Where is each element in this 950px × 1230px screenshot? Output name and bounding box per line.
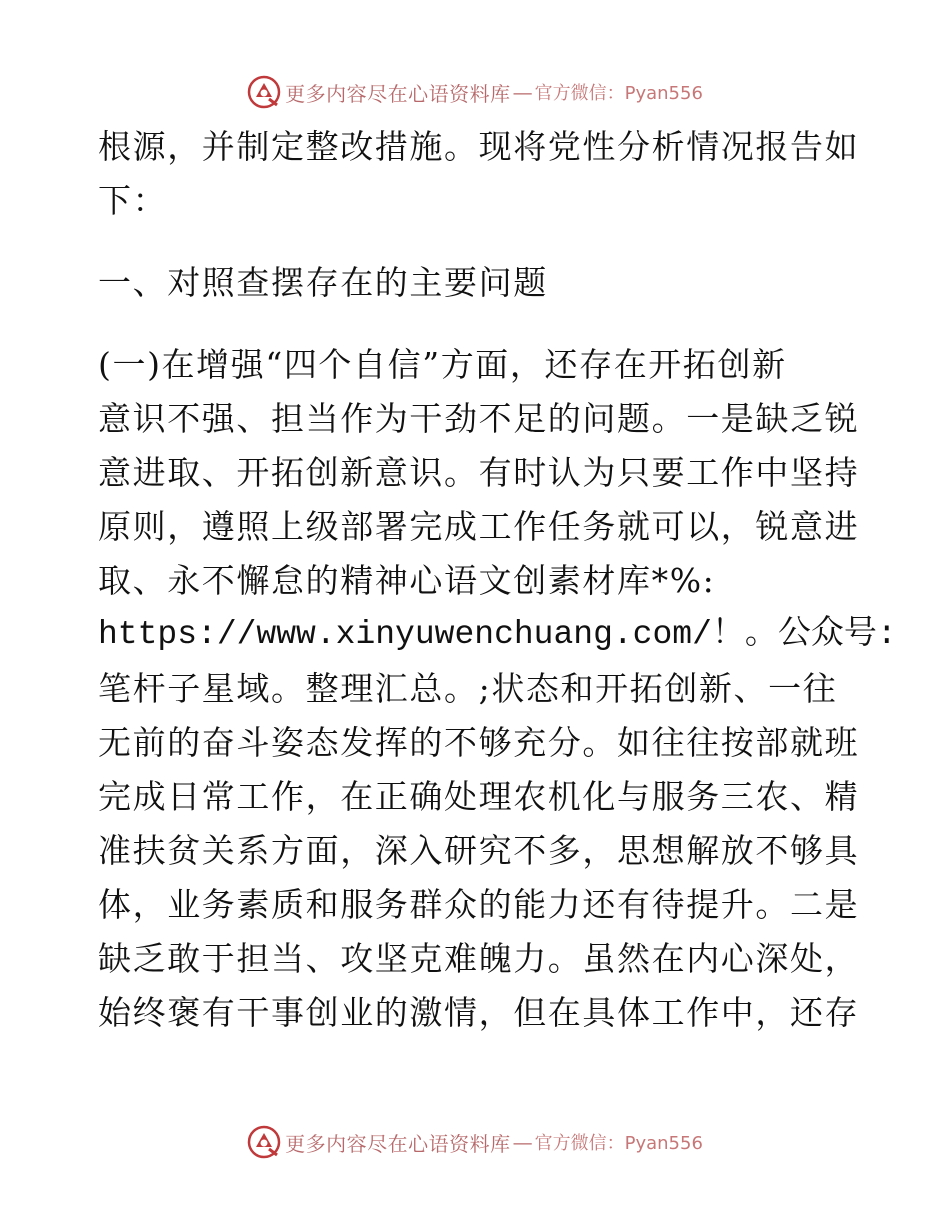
text-line: 意进取、开拓创新意识。有时认为只要工作中坚持 <box>98 453 860 492</box>
text-line: 原则，遵照上级部署完成工作任务就可以，锐意进 <box>98 507 860 546</box>
library-logo-icon <box>247 1125 281 1159</box>
text-line: 无前的奋斗姿态发挥的不够充分。如往往按部就班 <box>98 723 860 762</box>
watermark-main-text: 更多内容尽在心语资料库 <box>285 81 511 106</box>
text-line: 根源，并制定整改措施。现将党性分析情况报告如 <box>98 127 860 166</box>
watermark-separator: — <box>512 80 533 104</box>
watermark-main-text: 更多内容尽在心语资料库 <box>285 1131 511 1156</box>
watermark-wechat-text: 官方微信：Pyan556 <box>534 83 703 104</box>
section-heading <box>98 256 868 310</box>
text-line: 体，业务素质和服务群众的能力还有待提升。二是 <box>98 885 860 924</box>
text-line: 下： <box>98 181 168 220</box>
paragraph-problem-one <box>98 338 897 1040</box>
text-line: 笔杆子星域。整理汇总。;状态和开拓创新、一往 <box>98 669 838 708</box>
text-line: 缺乏敢于担当、攻坚克难魄力。虽然在内心深处， <box>98 939 860 978</box>
watermark-wechat-text: 官方微信：Pyan556 <box>534 1133 703 1154</box>
footer-watermark <box>0 1122 950 1162</box>
url-line: https://www.xinyuwenchuang.com/！。公众号: <box>98 616 897 653</box>
text-line: 始终褒有干事创业的激情，但在具体工作中，还存 <box>98 993 860 1032</box>
text-line: 意识不强、担当作为干劲不足的问题。一是缺乏锐 <box>98 399 860 438</box>
text-line: 取、永不懈怠的精神心语文创素材库*%: <box>98 561 716 600</box>
text-line: 准扶贫关系方面，深入研究不多，思想解放不够具 <box>98 831 860 870</box>
text-line: 完成日常工作，在正确处理农机化与服务三农、精 <box>98 777 860 816</box>
header-watermark <box>0 72 950 112</box>
text-line: (一)在增强“四个自信”方面，还存在开拓创新 <box>98 345 787 384</box>
watermark-separator: — <box>512 1130 533 1154</box>
paragraph-intro <box>98 120 868 228</box>
heading-line: 一、对照查摆存在的主要问题 <box>98 263 548 302</box>
library-logo-icon <box>247 75 281 109</box>
document-body <box>98 120 897 1040</box>
